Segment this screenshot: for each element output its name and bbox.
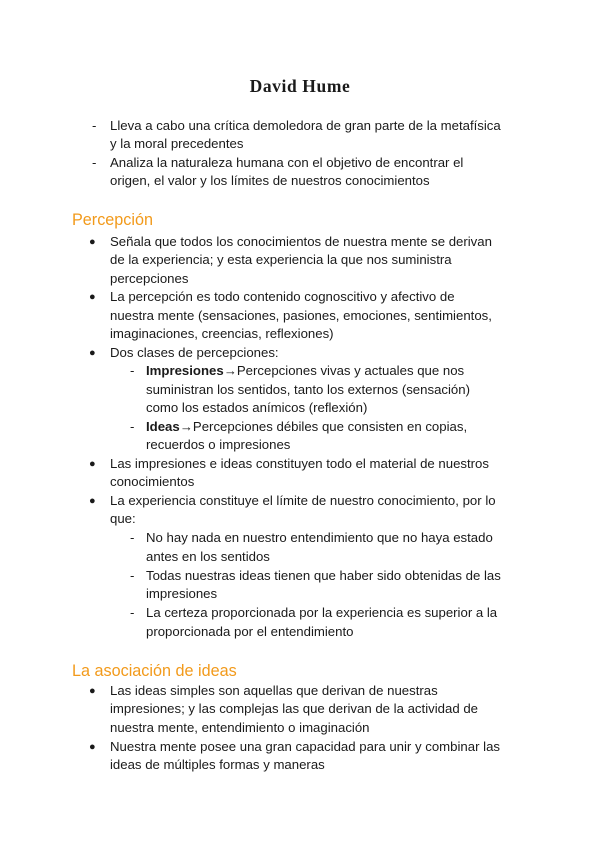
subitem-impresiones-line-1 bbox=[146, 362, 464, 381]
bullet-marker: ● bbox=[89, 685, 96, 697]
list-item-line: impresiones bbox=[146, 586, 218, 601]
bullet-marker: ● bbox=[89, 495, 96, 507]
list-item-line: percepciones bbox=[110, 271, 189, 286]
list-item-line: recuerdos o impresiones bbox=[146, 437, 291, 452]
section-heading-asociacion: La asociación de ideas bbox=[72, 662, 237, 680]
list-item-line: No hay nada en nuestro entendimiento que no haya estado bbox=[146, 530, 493, 545]
intro-item-2-line-1: Analiza la naturaleza humana con el objetivo de encontrar el bbox=[110, 155, 464, 170]
list-item-line: Nuestra mente posee una gran capacidad para unir y combinar las bbox=[110, 739, 500, 754]
definition-text: Percepciones vivas y actuales que nos bbox=[236, 363, 465, 378]
dash-marker: - bbox=[92, 118, 97, 133]
subitem-ideas-line-1 bbox=[146, 418, 467, 437]
arrow-glyph: → bbox=[223, 363, 237, 378]
section-heading-percepcion: Percepción bbox=[72, 211, 153, 229]
list-item-line: proporcionada por el entendimiento bbox=[146, 624, 354, 639]
list-item-line: suministran los sentidos, tanto los externos (sensación) bbox=[146, 382, 470, 397]
list-item-line: Las ideas simples son aquellas que derivan de nuestras bbox=[110, 683, 438, 698]
intro-item-1-line-2: y la moral precedentes bbox=[110, 136, 244, 151]
intro-item-1-line-1: Lleva a cabo una crítica demoledora de gran parte de la metafísica bbox=[110, 118, 501, 133]
dash-marker: - bbox=[130, 419, 135, 434]
list-item-line: La percepción es todo contenido cognoscitivo y afectivo de bbox=[110, 289, 455, 304]
bullet-marker: ● bbox=[89, 347, 96, 359]
dash-marker: - bbox=[130, 363, 135, 378]
list-item-line: conocimientos bbox=[110, 474, 195, 489]
list-item-line: Las impresiones e ideas constituyen todo el material de nuestros bbox=[110, 456, 489, 471]
bullet-marker: ● bbox=[89, 458, 96, 470]
list-item-line: imaginaciones, creencias, reflexiones) bbox=[110, 326, 334, 341]
bullet-marker: ● bbox=[89, 236, 96, 248]
dash-marker: - bbox=[92, 155, 97, 170]
page-title: David Hume bbox=[249, 76, 351, 96]
list-item-line: Señala que todos los conocimientos de nuestra mente se derivan bbox=[110, 234, 492, 249]
bullet-marker: ● bbox=[89, 291, 96, 303]
list-item-line: La experiencia constituye el límite de nuestro conocimiento, por lo bbox=[110, 493, 496, 508]
list-item-line: nuestra mente (sensaciones, pasiones, emociones, sentimientos, bbox=[110, 308, 492, 323]
list-item-line: nuestra mente, entendimiento o imaginación bbox=[110, 720, 370, 735]
list-item-line: como los estados anímicos (reflexión) bbox=[146, 400, 368, 415]
dash-marker: - bbox=[130, 568, 135, 583]
definition-text: Percepciones débiles que consisten en copias, bbox=[192, 419, 468, 434]
term-ideas: Ideas bbox=[146, 419, 180, 434]
list-item-line: de la experiencia; y esta experiencia la que nos suministra bbox=[110, 252, 452, 267]
intro-item-2-line-2: origen, el valor y los límites de nuestros conocimientos bbox=[110, 173, 430, 188]
arrow-glyph: → bbox=[179, 419, 193, 434]
list-item-line: antes en los sentidos bbox=[146, 549, 270, 564]
bullet-marker: ● bbox=[89, 741, 96, 753]
list-item-line: Todas nuestras ideas tienen que haber sido obtenidas de las bbox=[146, 568, 501, 583]
dash-marker: - bbox=[130, 605, 135, 620]
term-impresiones: Impresiones bbox=[146, 363, 224, 378]
dash-marker: - bbox=[130, 530, 135, 545]
list-item-line: La certeza proporcionada por la experiencia es superior a la bbox=[146, 605, 498, 620]
list-item-line: que: bbox=[110, 511, 136, 526]
list-item-line: ideas de múltiples formas y maneras bbox=[110, 757, 325, 772]
list-item-line: impresiones; y las complejas las que derivan de la actividad de bbox=[110, 701, 478, 716]
list-item-line: Dos clases de percepciones: bbox=[110, 345, 279, 360]
